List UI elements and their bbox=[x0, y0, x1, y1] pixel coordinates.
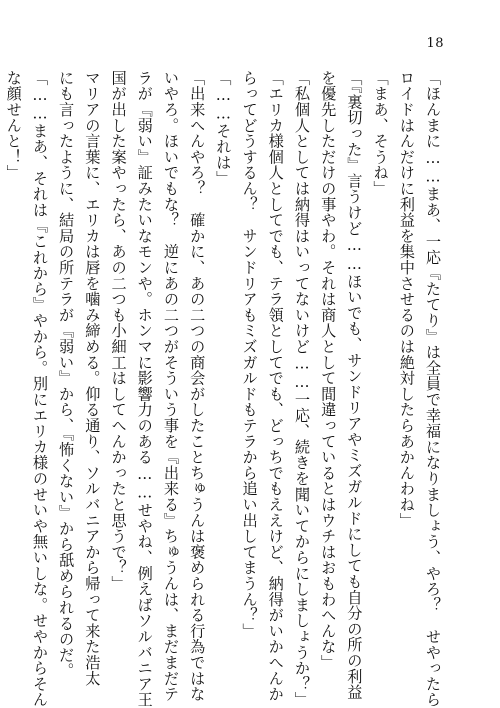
text-line: 「……それは」 bbox=[214, 70, 233, 187]
text-line: いやろ。ほいでもな？ 逆にあの二つがそういう事を『出来る』ちゅうんは、まだまだテ bbox=[161, 70, 180, 702]
text-line: 「エリカ様個人としてでも、テラ領としてでも、どっちでもええけど、納得がいかへんか bbox=[266, 70, 285, 702]
text-line: 「出来へんやろ？ 確かに、あの二つの商会がしたことちゅうんは褒められる行為ではな bbox=[188, 70, 207, 702]
text-line: 「ほんまに……まあ、一応『たてり』は全員で幸福になりましょう、やろ？ せやったら bbox=[424, 70, 442, 708]
page-number: 18 bbox=[426, 36, 444, 51]
text-line: 国が出した案やったら、あの二つも小細工はしてへんかったと思うで？」 bbox=[109, 70, 128, 592]
text-line: 「……まあ、それは『これから』やから。別にエリカ様のせいや無いしな。せやからそん bbox=[30, 70, 49, 708]
text-line: マリアの言葉に、エリカは唇を噛み締める。仰る通り、ソルバニアから帰って来た浩太 bbox=[83, 70, 102, 687]
text-line: ロイドはんだけに利益を集中させるのは絶対したらあかんわね」 bbox=[397, 70, 416, 529]
text-line: らってどうするん？ サンドリアもミズガルドもテラから追い出してまうん？」 bbox=[240, 70, 259, 639]
text-line: 「まあ、そうね」 bbox=[371, 70, 390, 197]
text-line: 「『裏切った』言うけど……ほいでも、サンドリアやミズガルドにしても自分の所の利益 bbox=[345, 70, 364, 700]
text-line bbox=[0, 70, 1, 670]
text-line: 「私個人としては納得はいってないけど……一応、続きを聞いてからにしましょうか？」 bbox=[292, 70, 311, 708]
vertical-text-body bbox=[0, 70, 446, 708]
text-line: な顔せんと！」 bbox=[4, 70, 23, 181]
text-line: にも言ったように、結局の所テラが『弱い』から、『怖くない』から舐められるのだ。 bbox=[57, 70, 76, 679]
text-line: ラが『弱い』証みたいなモンや。ホンマに影響力のある……せやね、例えばソルバニア王 bbox=[135, 70, 154, 708]
text-line: を優先しただけの事やわ。それは商人として間違っているとはウチはおもわへんな」 bbox=[319, 70, 338, 671]
